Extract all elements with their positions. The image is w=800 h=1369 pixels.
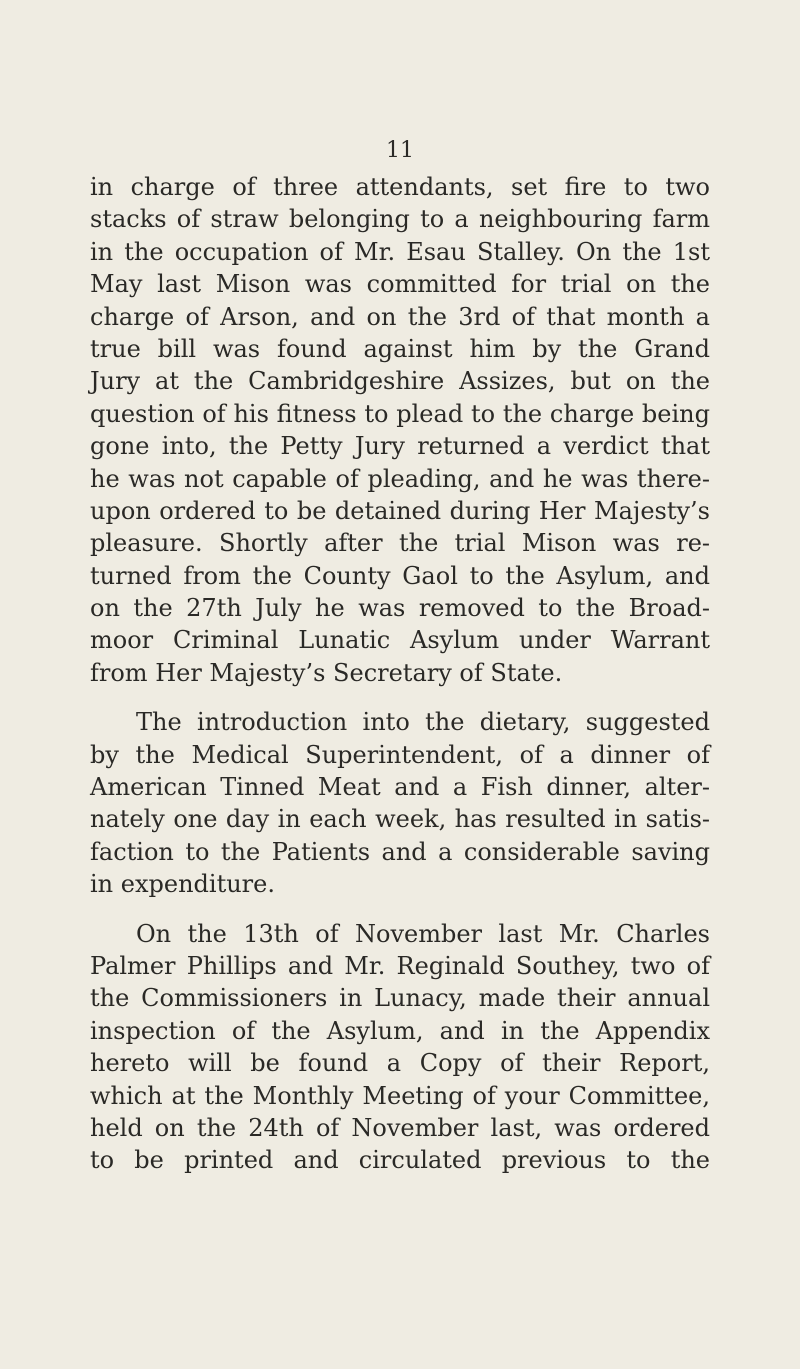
paragraph — [90, 171, 710, 689]
text-line: gone into, the Petty Jury returned a verdict that — [90, 432, 710, 461]
text-line: pleasure. Shortly after the trial Mison was re- — [90, 529, 710, 558]
text-line: true bill was found against him by the Grand — [90, 334, 710, 363]
text-line: turned from the County Gaol to the Asylum, and — [90, 561, 710, 590]
text-line: hereto will be found a Copy of their Report, — [90, 1049, 710, 1078]
text-line: which at the Monthly Meeting of your Committee, — [90, 1081, 710, 1110]
text-line: Palmer Phillips and Mr. Reginald Southey, two of — [90, 951, 710, 980]
text-line: faction to the Patients and a considerable saving — [90, 837, 710, 866]
text-line: in expenditure. — [90, 870, 275, 899]
text-line: The introduction into the dietary, suggested — [136, 708, 710, 737]
text-line: the Commissioners in Lunacy, made their annual — [90, 984, 710, 1013]
page-number: 11 — [386, 138, 414, 163]
text-line: inspection of the Asylum, and in the Appendix — [90, 1016, 710, 1045]
text-line: in the occupation of Mr. Esau Stalley. On the 1st — [90, 237, 710, 266]
text-line: on the 27th July he was removed to the Broad- — [90, 594, 710, 623]
text-line: charge of Arson, and on the 3rd of that month a — [90, 302, 710, 331]
text-line: nately one day in each week, has resulted in satis- — [90, 805, 710, 834]
text-line: American Tinned Meat and a Fish dinner, alter- — [90, 773, 710, 802]
paragraph — [90, 918, 710, 1177]
text-line: in charge of three attendants, set fire to two — [90, 173, 710, 201]
text-line: Jury at the Cambridgeshire Assizes, but on the — [90, 367, 710, 396]
text-line: moor Criminal Lunatic Asylum under Warrant — [90, 626, 710, 655]
text-line: by the Medical Superintendent, of a dinner of — [90, 740, 710, 769]
text-line: from Her Majesty’s Secretary of State. — [90, 658, 563, 687]
text-line: May last Mison was committed for trial on the — [90, 270, 710, 299]
text-line: he was not capable of pleading, and he was there- — [90, 464, 710, 493]
body-text — [90, 171, 710, 1177]
text-line: upon ordered to be detained during Her Majesty’s — [90, 496, 710, 525]
text-line: On the 13th of November last Mr. Charles — [136, 919, 710, 948]
text-line: held on the 24th of November last, was ordered — [90, 1113, 710, 1142]
text-line: stacks of straw belonging to a neighbouring farm — [90, 205, 710, 234]
text-line: question of his fitness to plead to the charge being — [90, 399, 710, 428]
text-line: to be printed and circulated previous to the — [90, 1146, 710, 1175]
paragraph — [90, 706, 710, 900]
